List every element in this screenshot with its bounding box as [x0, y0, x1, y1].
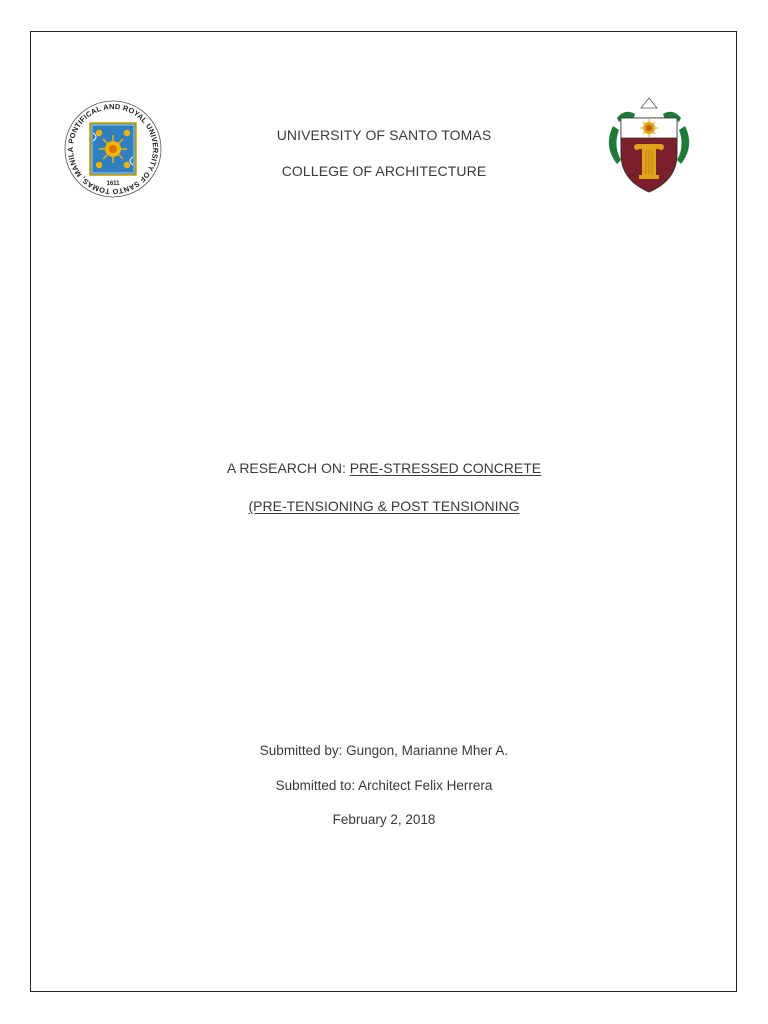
title-line2: (PRE-TENSIONING & POST TENSIONING [248, 498, 520, 514]
college-name: COLLEGE OF ARCHITECTURE [281, 163, 487, 179]
ust-seal-icon [63, 99, 163, 199]
submission-date: February 2, 2018 [332, 812, 436, 827]
architecture-crest-icon [603, 96, 695, 196]
submitted-by: Submitted by: Gungon, Marianne Mher A. [259, 743, 509, 758]
title-main: PRE-STRESSED CONCRETE [349, 460, 542, 476]
university-name: UNIVERSITY OF SANTO TOMAS [276, 127, 492, 143]
research-subtitle [0, 498, 768, 514]
research-title [0, 460, 768, 476]
seal-ring-text: PONTIFICAL AND ROYAL UNIVERSITY OF SANTO TOMAS, MANILA [65, 101, 161, 197]
title-prefix: A RESEARCH ON: [226, 460, 350, 476]
seal-year: 1611 [106, 181, 120, 187]
submitted-to: Submitted to: Architect Felix Herrera [275, 778, 493, 793]
